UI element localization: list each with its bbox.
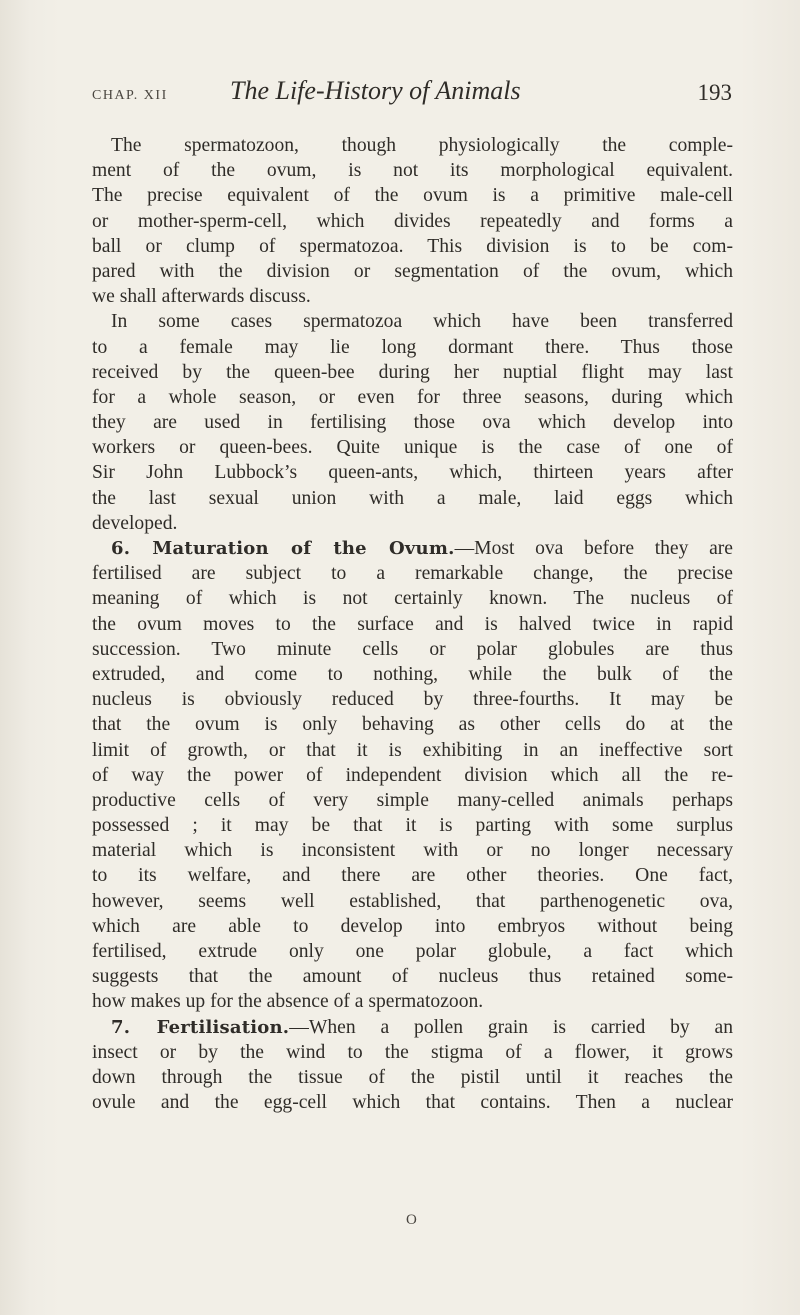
line-text: developed. (92, 512, 178, 534)
text-line (92, 889, 733, 914)
text-line (92, 712, 733, 737)
text-line (92, 1090, 733, 1115)
line-text: which are able to develop into embryos without being (92, 915, 733, 937)
line-text: —When a pollen grain is carried by an (289, 1016, 734, 1038)
text-line (92, 259, 733, 284)
text-line (92, 964, 733, 989)
text-line (92, 989, 733, 1014)
line-text: suggests that the amount of nucleus thus retained some- (92, 966, 733, 988)
line-text: The precise equivalent of the ovum is a primitive male-cell (92, 185, 733, 207)
text-line (92, 511, 733, 536)
line-text: of way the power of independent division which all the re- (92, 764, 733, 786)
text-line (92, 435, 733, 460)
text-line (92, 284, 733, 309)
text-line (92, 209, 733, 234)
text-line (92, 813, 733, 838)
page-number: 193 (697, 80, 732, 105)
line-text: The spermatozoon, though physiologically the comple- (111, 135, 733, 156)
text-line (92, 738, 733, 763)
text-line (92, 335, 733, 360)
text-line (92, 360, 733, 385)
text-line (92, 763, 733, 788)
line-text: —Most ova before they are (454, 538, 733, 559)
text-line (92, 687, 733, 712)
text-line (92, 637, 733, 662)
running-header (92, 76, 732, 116)
line-text: pared with the division or segmentation of the ovum, which (92, 260, 733, 282)
text-line (92, 939, 733, 964)
text-line (92, 1065, 733, 1090)
running-title: The Life-History of Animals (230, 76, 521, 105)
text-line (92, 1040, 733, 1065)
text-line (92, 385, 733, 410)
line-text: nucleus is obviously reduced by three-fourths. It may be (92, 689, 733, 711)
line-text: possessed ; it may be that it is parting with some surplus (92, 815, 733, 837)
line-text: meaning of which is not certainly known. The nucleus of (92, 588, 733, 610)
signature-mark: O (406, 1212, 417, 1228)
body-text (92, 133, 733, 1115)
line-text: the last sexual union with a male, laid eggs which (92, 487, 733, 509)
line-text: productive cells of very simple many-celled animals perhaps (92, 789, 733, 811)
text-line (92, 662, 733, 687)
line-text: down through the tissue of the pistil until it reaches the (92, 1066, 733, 1088)
text-line (92, 914, 733, 939)
line-text: we shall afterwards discuss. (92, 286, 311, 308)
line-text: that the ovum is only behaving as other cells do at the (92, 714, 733, 736)
text-line (92, 410, 733, 435)
line-text: fertilised, extrude only one polar globule, a fact which (92, 941, 733, 962)
line-text: fertilised are subject to a remarkable change, the precise (92, 563, 733, 585)
text-line (92, 234, 733, 259)
line-text: to its welfare, and there are other theories. One fact, (92, 865, 733, 887)
line-text: succession. Two minute cells or polar globules are thus (92, 638, 733, 660)
line-text: received by the queen-bee during her nuptial flight may last (92, 361, 733, 383)
text-line (92, 788, 733, 813)
line-text: material which is inconsistent with or no longer necessary (92, 840, 733, 862)
line-text: how makes up for the absence of a spermatozoon. (92, 991, 484, 1013)
text-line (92, 133, 733, 158)
text-line (92, 536, 733, 561)
line-text: ball or clump of spermatozoa. This division is to be com- (92, 235, 733, 257)
line-text: however, seems well established, that parthenogenetic ova, (92, 890, 733, 912)
text-line (92, 586, 733, 611)
line-text: for a whole season, or even for three seasons, during which (92, 386, 733, 408)
line-text: to a female may lie long dormant there. Thus those (92, 336, 733, 358)
line-text: insect or by the wind to the stigma of a flower, it grows (92, 1041, 733, 1063)
text-line (92, 863, 733, 888)
text-line (92, 612, 733, 637)
text-line (92, 561, 733, 586)
section-heading: 6. Maturation of the Ovum. (111, 538, 455, 559)
line-text: ovule and the egg-cell which that contains. Then a nuclear (92, 1092, 733, 1114)
text-line (92, 460, 733, 485)
line-text: extruded, and come to nothing, while the bulk of the (92, 663, 733, 685)
text-line (92, 183, 733, 208)
line-text: ment of the ovum, is not its morphological equivalent. (92, 160, 733, 182)
line-text: the ovum moves to the surface and is halved twice in rapid (92, 613, 733, 635)
section-heading: 7. Fertilisation. (111, 1016, 290, 1038)
text-line (92, 1015, 733, 1040)
line-text: or mother-sperm-cell, which divides repeatedly and forms a (92, 210, 733, 232)
line-text: Sir John Lubbock’s queen-ants, which, thirteen years after (92, 462, 733, 484)
chapter-label: CHAP. XII (92, 88, 168, 103)
text-line (92, 838, 733, 863)
text-line (92, 486, 733, 511)
text-line (92, 309, 733, 334)
text-line (92, 158, 733, 183)
line-text: limit of growth, or that it is exhibiting in an ineffective sort (92, 739, 733, 761)
line-text: they are used in fertilising those ova which develop into (92, 412, 733, 434)
line-text: workers or queen-bees. Quite unique is the case of one of (92, 437, 733, 459)
line-text: In some cases spermatozoa which have been transferred (111, 311, 733, 333)
